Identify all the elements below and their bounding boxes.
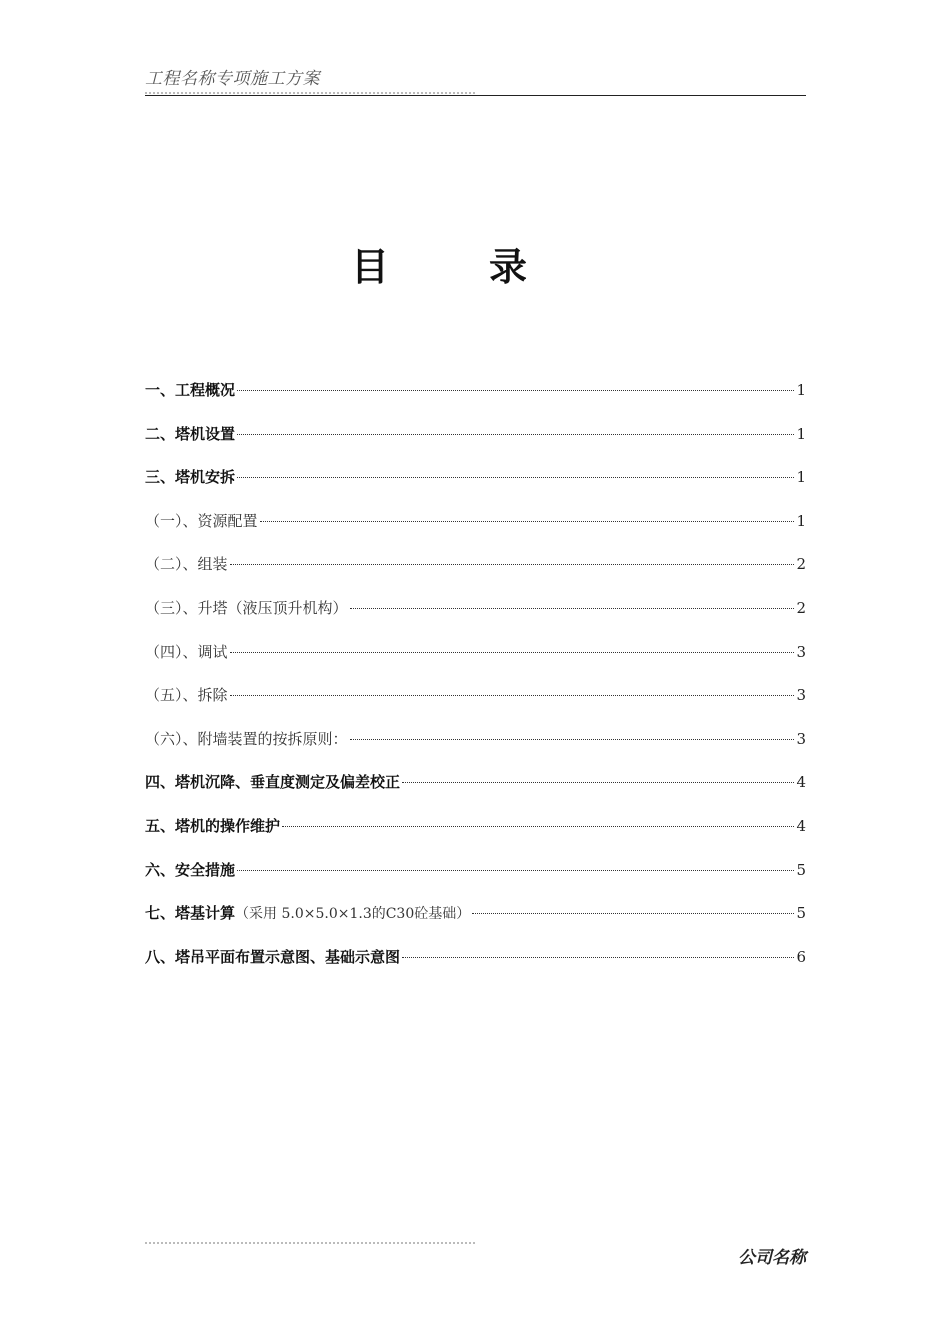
toc-entry[interactable] bbox=[145, 768, 806, 812]
header-title: 工程名称专项施工方案 bbox=[145, 69, 320, 89]
toc-leader-dots bbox=[472, 913, 794, 914]
toc-page-number: 1 bbox=[796, 381, 806, 399]
toc-page-number: 6 bbox=[796, 947, 806, 966]
toc-page-number: 2 bbox=[796, 555, 806, 574]
toc-entry-label: 二、塔机设置 bbox=[145, 424, 236, 443]
toc-entry[interactable] bbox=[145, 725, 806, 769]
toc-entry[interactable] bbox=[145, 856, 806, 900]
document-title: 目录 bbox=[350, 245, 627, 289]
toc-leader-dots bbox=[260, 521, 795, 522]
toc-leader-dots bbox=[402, 782, 794, 783]
toc-leader-dots bbox=[237, 390, 794, 391]
toc-entry-label-suffix: （采用 5.0×5.0×1.3的C30砼基础） bbox=[235, 906, 471, 923]
footer-dotted-divider bbox=[145, 1242, 475, 1244]
toc-page-number: 1 bbox=[796, 424, 806, 443]
toc-entry-label: 七、塔基计算 bbox=[145, 904, 236, 923]
toc-entry[interactable] bbox=[145, 507, 806, 551]
toc-entry-label: 八、塔吊平面布置示意图、基础示意图 bbox=[145, 947, 401, 966]
toc-entry[interactable] bbox=[145, 376, 806, 420]
toc-entry-label: 六、安全措施 bbox=[145, 860, 236, 879]
table-of-contents bbox=[145, 376, 806, 986]
toc-entry[interactable] bbox=[145, 638, 806, 682]
toc-entry[interactable] bbox=[145, 463, 806, 507]
toc-leader-dots bbox=[350, 608, 795, 609]
toc-entry[interactable] bbox=[145, 420, 806, 464]
header-dotted-divider bbox=[145, 92, 475, 94]
toc-leader-dots bbox=[350, 739, 795, 740]
toc-page-number: 5 bbox=[796, 860, 806, 879]
toc-entry-label: 三、塔机安拆 bbox=[145, 468, 236, 487]
toc-leader-dots bbox=[230, 564, 795, 565]
toc-entry-label: （五）、拆除 bbox=[145, 686, 228, 705]
toc-page-number: 3 bbox=[796, 729, 806, 748]
toc-page-number: 1 bbox=[796, 468, 806, 487]
toc-entry[interactable] bbox=[145, 681, 806, 725]
toc-entry[interactable] bbox=[145, 550, 806, 594]
toc-page-number: 2 bbox=[796, 598, 806, 617]
toc-entry-label: （六）、附墙装置的按拆原则： bbox=[145, 729, 348, 748]
toc-page-number: 3 bbox=[796, 686, 806, 705]
header-divider bbox=[145, 95, 806, 96]
toc-page-number: 1 bbox=[796, 511, 806, 530]
toc-page-number: 4 bbox=[796, 773, 806, 792]
toc-leader-dots bbox=[230, 652, 795, 653]
toc-page-number: 3 bbox=[796, 642, 806, 661]
toc-leader-dots bbox=[230, 695, 795, 696]
toc-entry-label: 一、工程概况 bbox=[145, 381, 236, 399]
toc-entry-label: 四、塔机沉降、垂直度测定及偏差校正 bbox=[145, 773, 401, 792]
toc-entry[interactable] bbox=[145, 812, 806, 856]
toc-leader-dots bbox=[237, 434, 794, 435]
toc-entry-label: （二）、组装 bbox=[145, 555, 228, 574]
toc-entry[interactable] bbox=[145, 899, 806, 943]
toc-entry[interactable] bbox=[145, 594, 806, 638]
toc-entry-label: （一）、资源配置 bbox=[145, 511, 258, 530]
toc-leader-dots bbox=[237, 477, 794, 478]
toc-entry[interactable] bbox=[145, 943, 806, 987]
toc-page-number: 4 bbox=[796, 816, 806, 835]
toc-page-number: 5 bbox=[796, 904, 806, 923]
toc-entry-label: （三）、升塔（液压顶升机构） bbox=[145, 598, 348, 617]
toc-entry-label: （四）、调试 bbox=[145, 642, 228, 661]
toc-leader-dots bbox=[237, 870, 794, 871]
toc-entry-label: 五、塔机的操作维护 bbox=[145, 816, 281, 835]
toc-leader-dots bbox=[282, 826, 794, 827]
footer-company-name: 公司名称 bbox=[738, 1248, 806, 1268]
toc-leader-dots bbox=[402, 957, 794, 958]
